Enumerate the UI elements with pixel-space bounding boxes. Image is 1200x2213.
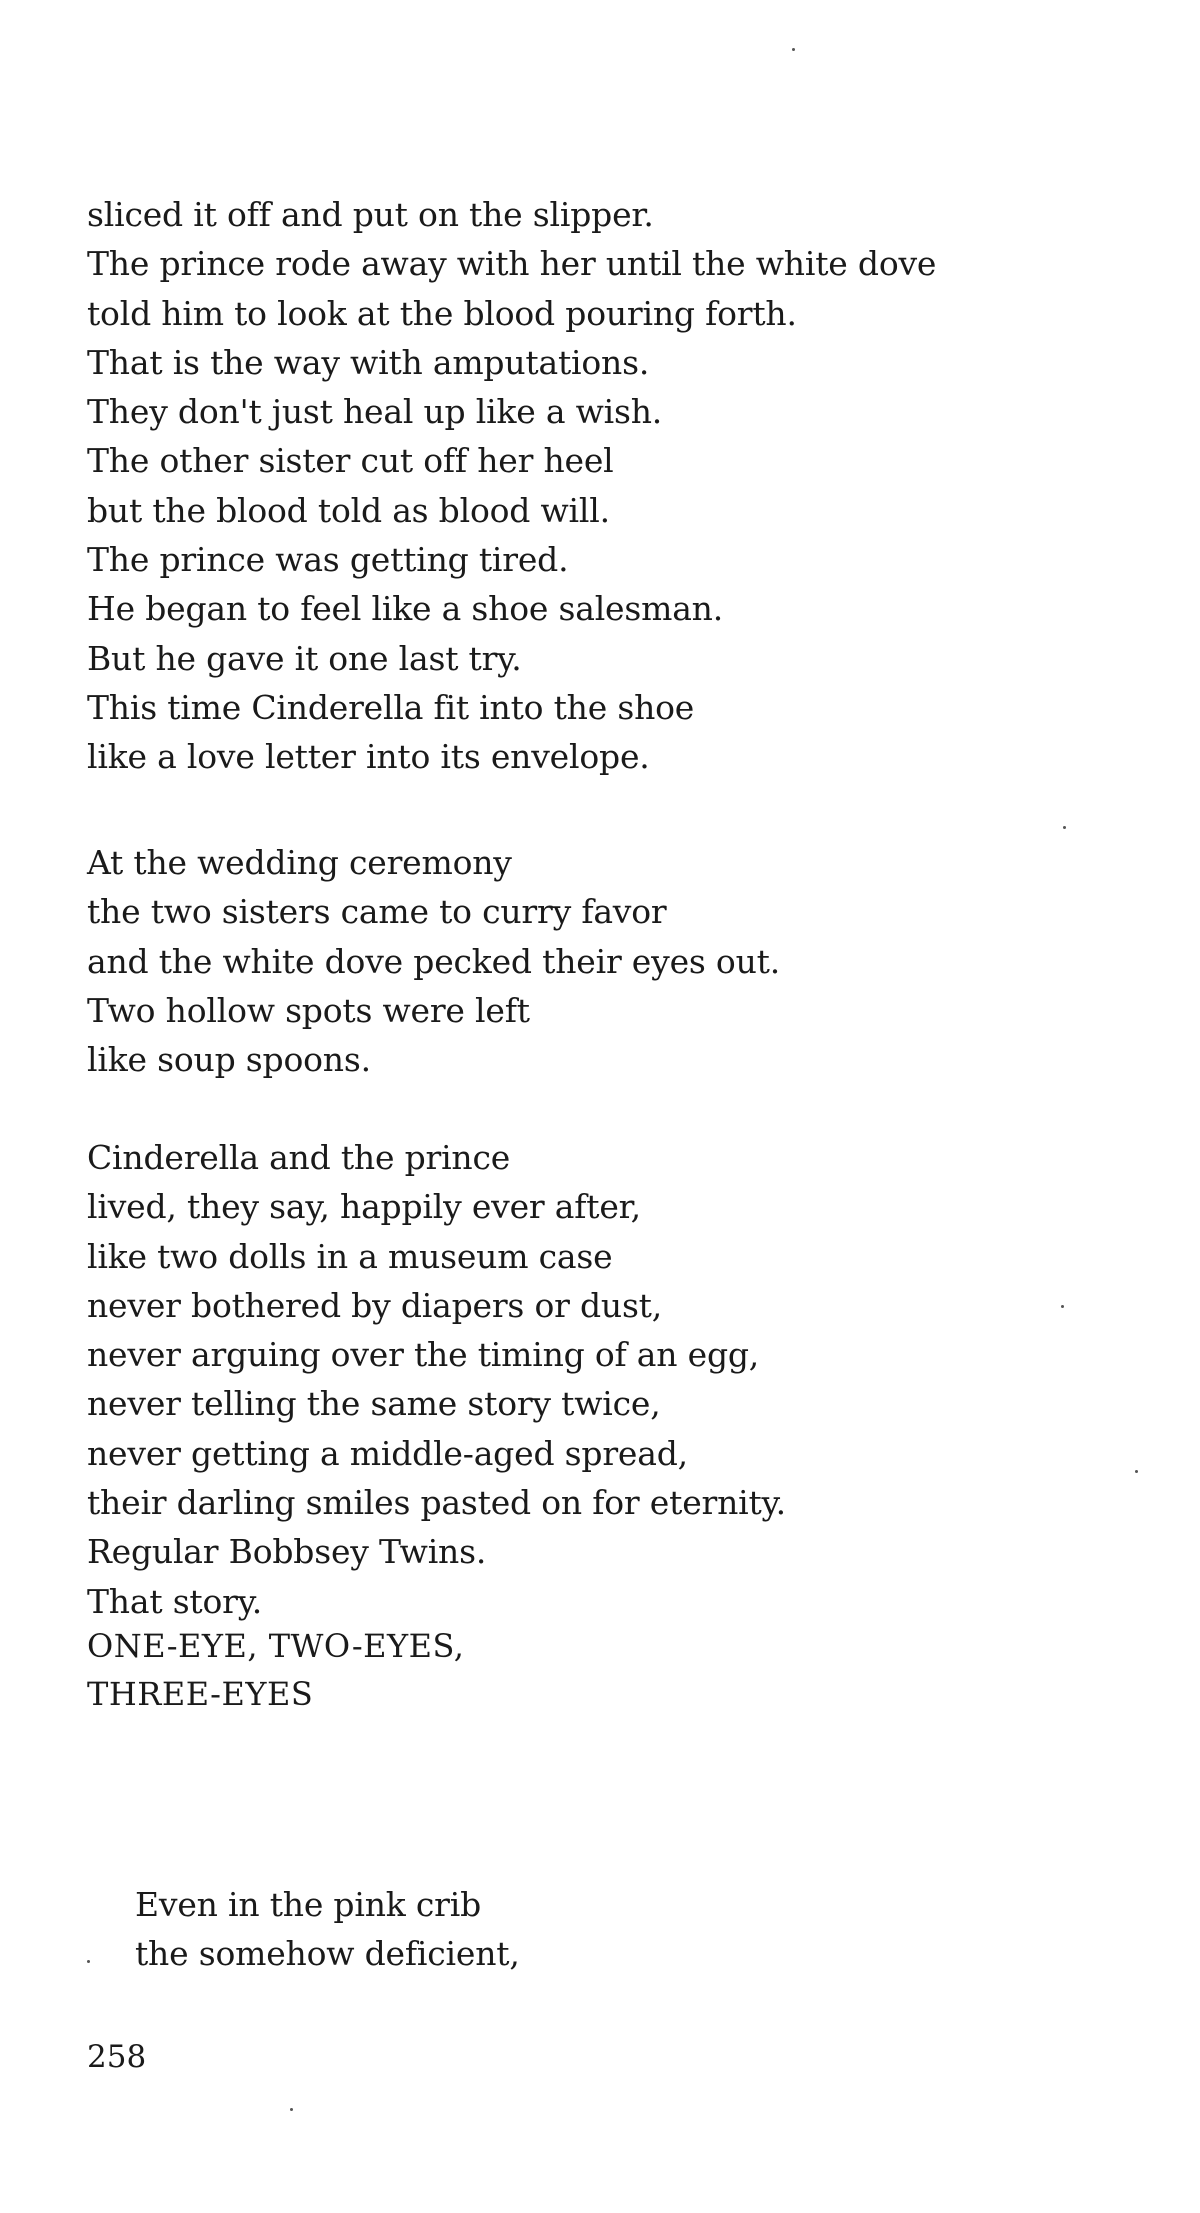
page-speck xyxy=(290,2108,293,2111)
poem-title xyxy=(87,1622,464,1718)
poem-line: The prince rode away with her until the white dove xyxy=(87,244,937,284)
poem-stanza xyxy=(87,190,936,782)
poem-line: Regular Bobbsey Twins. xyxy=(87,1532,487,1572)
poem-line: the two sisters came to curry favor xyxy=(87,892,667,932)
page-speck xyxy=(1061,1305,1064,1308)
poem-line: never arguing over the timing of an egg, xyxy=(87,1335,760,1375)
page-speck xyxy=(87,1960,90,1963)
poem-line: and the white dove pecked their eyes out. xyxy=(87,941,781,981)
poem-line: told him to look at the blood pouring forth. xyxy=(87,293,797,333)
poem-line: their darling smiles pasted on for eternity. xyxy=(87,1483,786,1523)
poem-line: sliced it off and put on the slipper. xyxy=(87,195,654,234)
poem-line: never getting a middle-aged spread, xyxy=(87,1433,688,1473)
poem-line: never bothered by diapers or dust, xyxy=(87,1285,663,1325)
poem-line: Even in the pink crib xyxy=(135,1885,481,1924)
poem-line: Cinderella and the prince xyxy=(87,1138,511,1177)
poem-line: like soup spoons. xyxy=(87,1040,371,1080)
poem-stanza xyxy=(87,838,780,1084)
poem-line: He began to feel like a shoe salesman. xyxy=(87,589,724,629)
poem-stanza xyxy=(135,1880,520,1979)
poem-line: The other sister cut off her heel xyxy=(87,441,614,481)
poem-line: The prince was getting tired. xyxy=(87,540,569,580)
poem-title-line: ONE-EYE, TWO-EYES, xyxy=(87,1627,465,1665)
poem-line: like a love letter into its envelope. xyxy=(87,737,650,777)
poem-line: the somehow deficient, xyxy=(135,1934,520,1974)
poem-line: This time Cinderella fit into the shoe xyxy=(87,687,695,727)
page-number: 258 xyxy=(87,2039,147,2075)
poem-line: That story. xyxy=(87,1581,263,1621)
poem-line: Two hollow spots were left xyxy=(87,990,530,1030)
poem-line: like two dolls in a museum case xyxy=(87,1236,613,1276)
poem-line: At the wedding ceremony xyxy=(87,843,512,882)
poem-line: They don't just heal up like a wish. xyxy=(87,392,663,432)
poem-line: never telling the same story twice, xyxy=(87,1384,661,1424)
poem-stanza xyxy=(87,1133,786,1626)
poem-title-line: THREE-EYES xyxy=(87,1675,314,1713)
poem-line: But he gave it one last try. xyxy=(87,638,522,678)
page-speck xyxy=(1135,1470,1138,1473)
page-speck xyxy=(792,48,795,51)
poem-line: lived, they say, happily ever after, xyxy=(87,1187,641,1227)
poem-line: but the blood told as blood will. xyxy=(87,490,610,530)
poem-line: That is the way with amputations. xyxy=(87,342,650,382)
page-speck xyxy=(1063,826,1066,829)
